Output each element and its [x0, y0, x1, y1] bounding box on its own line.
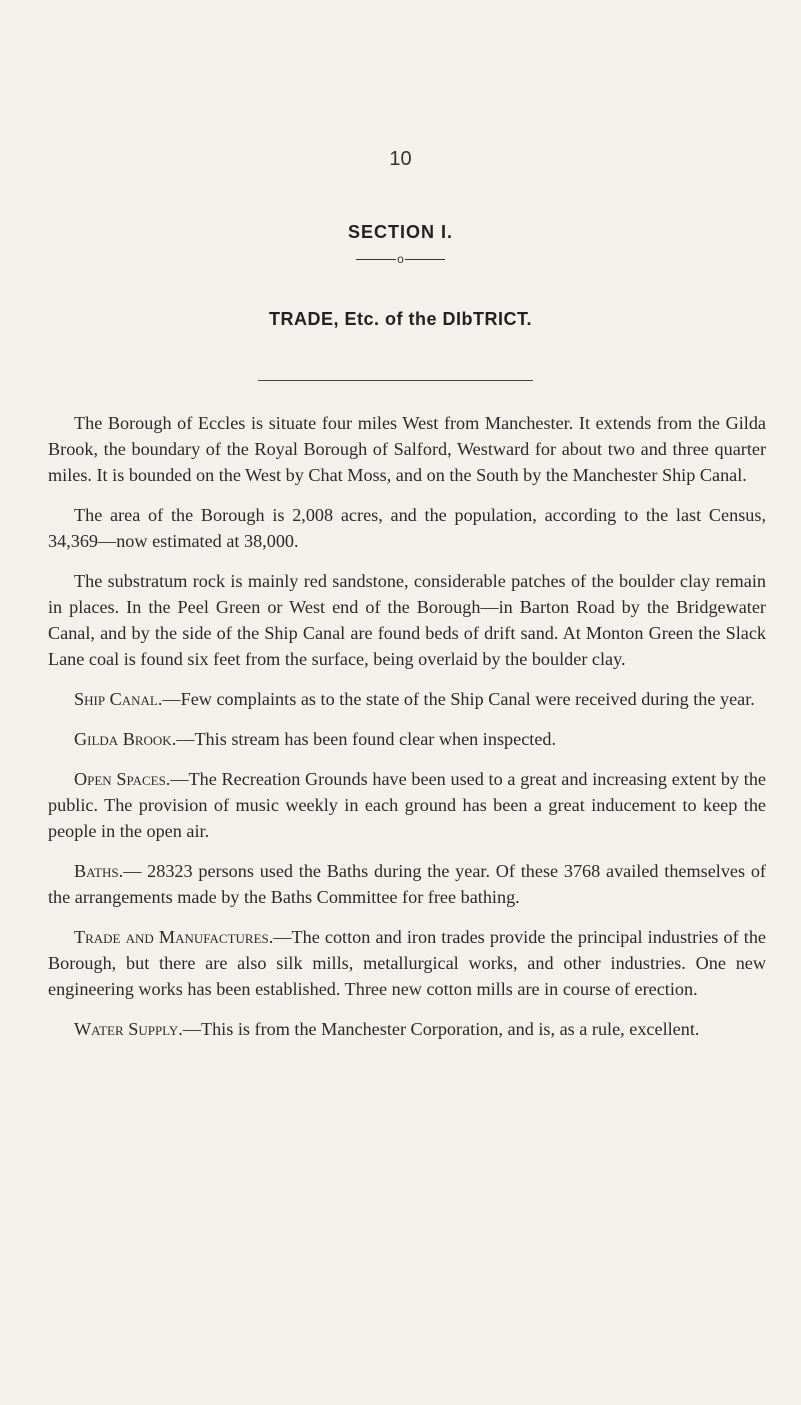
- paragraph-text: —The cotton and iron trades provide the principal industries of the Borough, but there are also silk mills, metallurgical works, and other industries. One new engineering works has been established. Three new cotton mills are in course of erection.: [48, 927, 766, 999]
- paragraph-text: The Borough of Eccles is situate four miles West from Manchester. It extends from the Gilda Brook, the boundary of the Royal Borough of Salford, Westward for about two and three quarter miles. It is bounded on the West by Chat Moss, and on the South by the Manchester Ship Canal.: [48, 413, 766, 485]
- divider-rule-right: [405, 259, 445, 260]
- section-divider: [0, 253, 801, 265]
- paragraph-trade: [48, 924, 766, 1002]
- paragraph-lead: Trade and Manufactures.: [74, 927, 274, 947]
- paragraph-lead: Ship Canal.: [74, 689, 163, 709]
- divider-glyph: o: [397, 252, 404, 266]
- paragraph-text: —The Recreation Grounds have been used to a great and increasing extent by the public. The provision of music weekly in each ground has been a great inducement to keep the people in the open air.: [48, 769, 766, 841]
- paragraph-intro: [48, 410, 766, 488]
- paragraph-water-supply: [48, 1016, 766, 1042]
- paragraph-lead: Baths.: [74, 861, 124, 881]
- paragraph-lead: Open Spaces.: [74, 769, 171, 789]
- heading-rule: [258, 380, 533, 381]
- divider-rule-left: [356, 259, 396, 260]
- paragraph-ship-canal: [48, 686, 766, 712]
- paragraph-lead: Water Supply.: [74, 1019, 183, 1039]
- paragraph-substratum: [48, 568, 766, 672]
- section-heading: SECTION I.: [347, 222, 453, 242]
- paragraph-text: —Few complaints as to the state of the Ship Canal were received during the year.: [162, 689, 755, 709]
- paragraph-gilda-brook: [48, 726, 766, 752]
- paragraph-baths: [48, 858, 766, 910]
- paragraph-text: The substratum rock is mainly red sandstone, considerable patches of the boulder clay remain in places. In the Peel Green or West end of the Borough—in Barton Road by the Bridgewater Canal, and by the side of the Ship Canal are found beds of drift sand. At Monton Green the Slack Lane coal is found six feet from the surface, being overlaid by the boulder clay.: [48, 571, 766, 669]
- paragraph-text: —This stream has been found clear when inspected.: [176, 729, 557, 749]
- paragraph-text: —This is from the Manchester Corporation, and is, as a rule, excellent.: [182, 1019, 700, 1039]
- paragraph-open-spaces: [48, 766, 766, 844]
- body-text: [48, 410, 766, 1056]
- subject-heading: TRADE, Etc. of the DIbTRICT.: [269, 309, 532, 329]
- page-number: 10: [389, 148, 412, 170]
- paragraph-text: The area of the Borough is 2,008 acres, and the population, according to the last Census, 34,369—now estimated at 38,000.: [48, 505, 766, 551]
- paragraph-area: [48, 502, 766, 554]
- paragraph-text: — 28323 persons used the Baths during the year. Of these 3768 availed themselves of the arrangements made by the Baths Committee for free bathing.: [48, 861, 766, 907]
- paragraph-lead: Gilda Brook.: [74, 729, 177, 749]
